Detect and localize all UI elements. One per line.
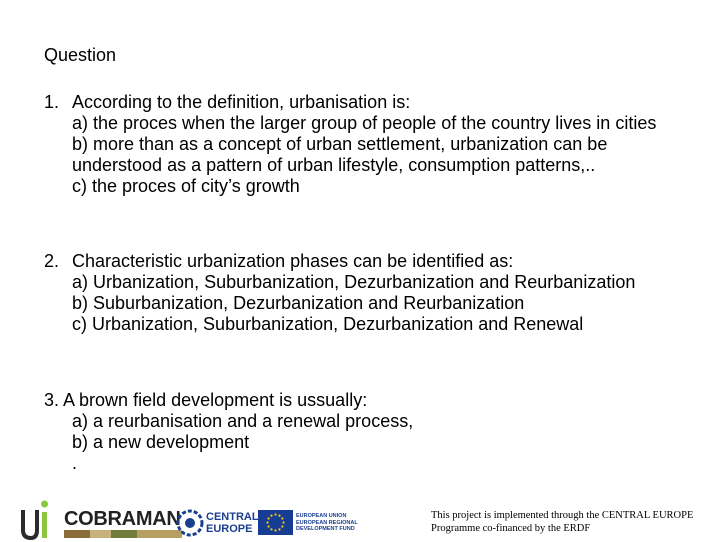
question-1-option-b: b) more than as a concept of urban settlement, urbanization can be understood as a pattern of urban lifestyle, consumption patterns,..	[72, 134, 608, 175]
question-3-prompt: A brown field development is ussually:	[63, 390, 368, 410]
footer-logos	[14, 496, 424, 540]
cobraman-logo: COBRAMAN	[64, 508, 181, 530]
question-3-text	[44, 390, 684, 411]
central-europe-text: CENTRAL EUROPE	[206, 511, 259, 535]
eu-logo-text: EUROPEAN UNION EUROPEAN REGIONAL DEVELOPMENT FUND	[296, 513, 358, 532]
question-2-prompt: Characteristic urbanization phases can be identified as:	[72, 251, 514, 271]
question-3-option-a: a) a reurbanisation and a renewal process,	[72, 411, 414, 431]
question-3-number: 3.	[44, 390, 60, 410]
eu-flag-icon	[258, 510, 293, 535]
cobraman-logo-decoration	[64, 530, 182, 538]
question-2-text	[44, 251, 684, 272]
question-2-option-b: b) Suburbanization, Dezurbanization and Reurbanization	[72, 293, 525, 313]
ui-logo-icon	[20, 498, 54, 540]
question-1-option-c: c) the proces of city’s growth	[72, 176, 300, 196]
question-3	[44, 390, 684, 474]
question-3-option-c: .	[72, 453, 78, 473]
question-2-option-a: a) Urbanization, Suburbanization, Dezurbanization and Reurbanization	[72, 272, 636, 292]
question-1-option-a: a) the proces when the larger group of people of the country lives in cities	[72, 113, 657, 133]
question-2	[44, 251, 684, 335]
question-1-prompt: According to the definition, urbanisation is:	[72, 92, 411, 112]
question-1	[44, 92, 684, 197]
question-2-option-c: c) Urbanization, Suburbanization, Dezurbanization and Renewal	[72, 314, 584, 334]
central-europe-emblem-icon	[176, 509, 204, 537]
funding-footnote: This project is implemented through the CENTRAL EUROPE Programme co-financed by the ERDF	[431, 510, 694, 534]
question-2-number: 2.	[44, 251, 60, 271]
central-europe-logo	[176, 509, 262, 537]
heading: Question	[44, 45, 117, 65]
question-3-option-b: b) a new development	[72, 432, 250, 452]
question-1-number: 1.	[44, 92, 60, 112]
question-1-text	[44, 92, 684, 113]
